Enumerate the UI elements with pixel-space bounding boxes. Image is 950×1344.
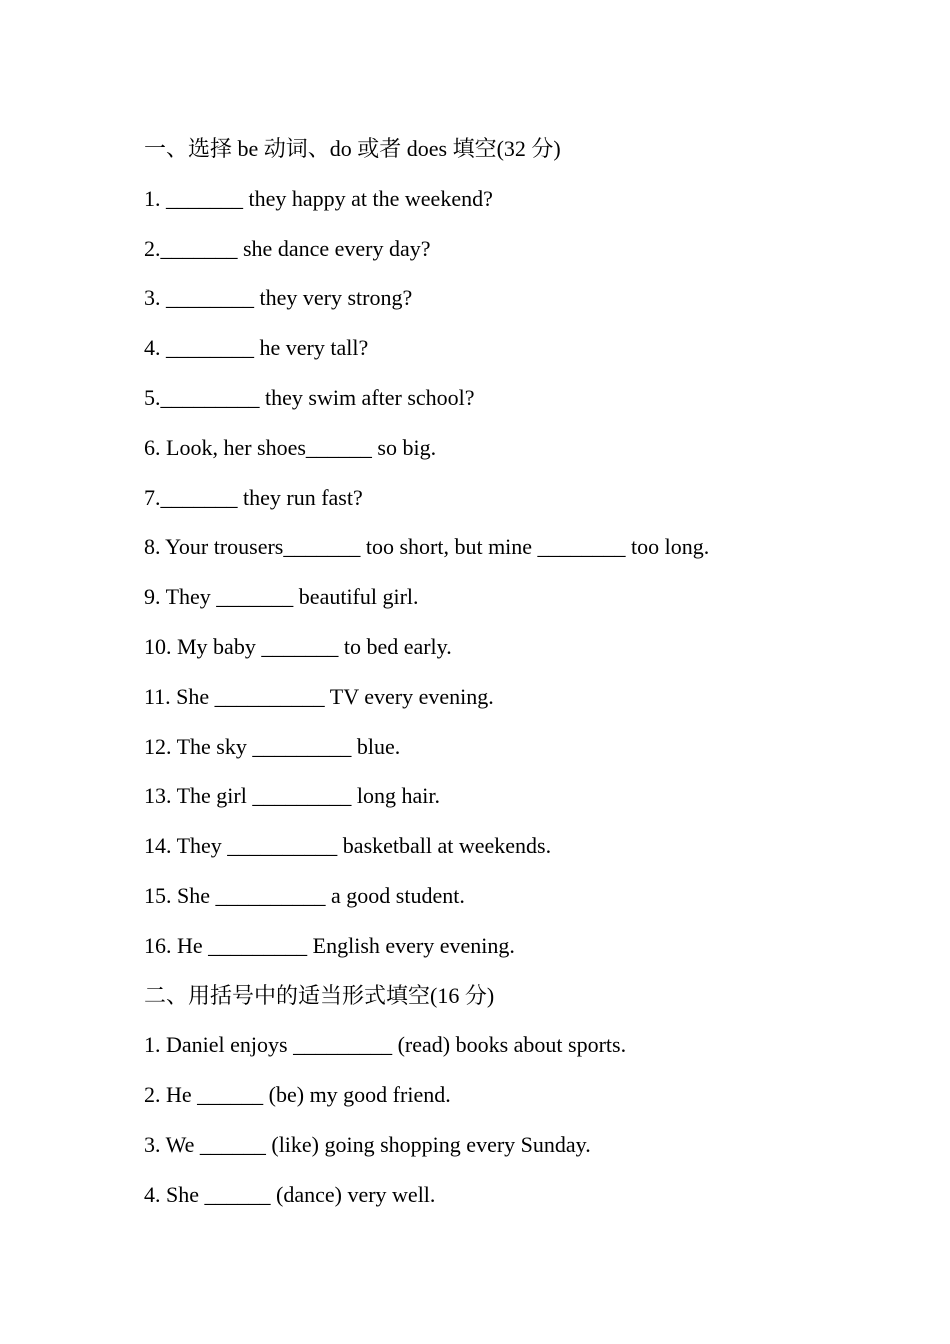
section-1-question-2: 2._______ she dance every day? bbox=[144, 235, 431, 261]
section-1-question-16: 16. He _________ English every evening. bbox=[144, 932, 515, 958]
section-1-question-8: 8. Your trousers_______ too short, but mine ________ too long. bbox=[144, 534, 710, 560]
section-2-question-2: 2. He ______ (be) my good friend. bbox=[144, 1082, 451, 1108]
section-1-question-12: 12. The sky _________ blue. bbox=[144, 733, 401, 759]
section-1-question-7: 7._______ they run fast? bbox=[144, 484, 363, 510]
section-1-question-15: 15. She __________ a good student. bbox=[144, 882, 465, 908]
worksheet-content bbox=[144, 131, 904, 1227]
section-2-heading: 二、用括号中的适当形式填空(16 分) bbox=[144, 982, 495, 1008]
section-2-question-4: 4. She ______ (dance) very well. bbox=[144, 1181, 436, 1207]
section-1-question-9: 9. They _______ beautiful girl. bbox=[144, 584, 419, 610]
section-1-question-10: 10. My baby _______ to bed early. bbox=[144, 633, 452, 659]
section-1-question-11: 11. She __________ TV every evening. bbox=[144, 683, 494, 709]
section-2-question-1: 1. Daniel enjoys _________ (read) books about sports. bbox=[144, 1032, 627, 1058]
section-2-question-3: 3. We ______ (like) going shopping every Sunday. bbox=[144, 1131, 591, 1157]
section-1-question-4: 4. ________ he very tall? bbox=[144, 335, 369, 361]
section-1-heading: 一、选择 be 动词、do 或者 does 填空(32 分) bbox=[144, 136, 561, 161]
section-1-question-5: 5._________ they swim after school? bbox=[144, 384, 475, 410]
section-1-question-13: 13. The girl _________ long hair. bbox=[144, 783, 440, 809]
section-1-question-14: 14. They __________ basketball at weekends. bbox=[144, 833, 552, 859]
section-1-question-1: 1. _______ they happy at the weekend? bbox=[144, 185, 493, 211]
section-1-question-3: 3. ________ they very strong? bbox=[144, 285, 413, 311]
section-1-question-6: 6. Look, her shoes______ so big. bbox=[144, 434, 437, 460]
